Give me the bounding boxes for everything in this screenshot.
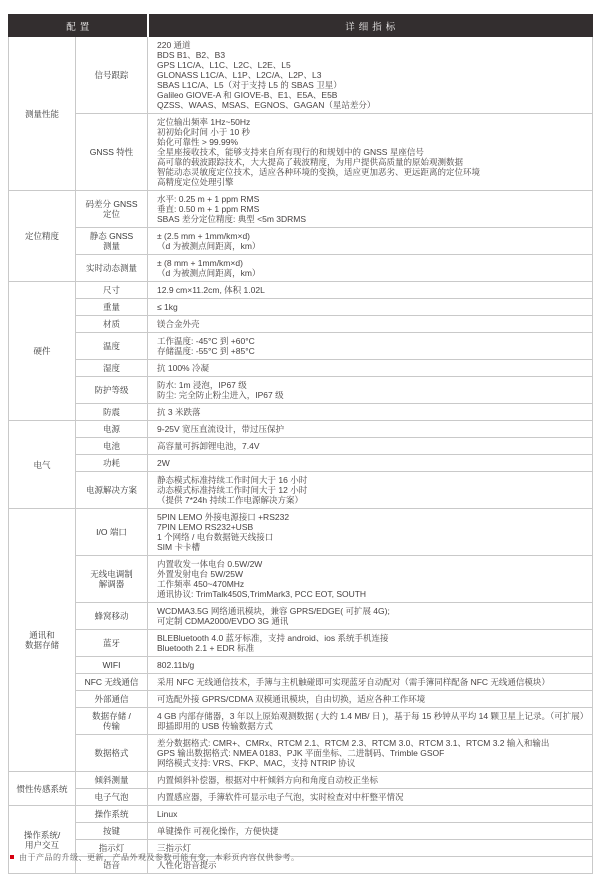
spec-detail-cell [148, 404, 593, 421]
spec-detail-cell [148, 228, 593, 255]
spec-row [9, 255, 593, 282]
spec-label-cell [76, 674, 148, 691]
spec-label-line: 静态 GNSS [89, 231, 134, 241]
spec-detail-line: 初初始化时间 小于 10 秒 [157, 127, 251, 137]
spec-detail-cell [148, 630, 593, 657]
spec-detail-cell [148, 674, 593, 691]
spec-detail-line: Galileo GIOVE-A 和 GIOVE-B、E1、E5A、E5B [157, 90, 338, 100]
spec-detail-line: 7PIN LEMO RS232+USB [157, 522, 254, 532]
spec-label-line: 温度 [103, 341, 121, 351]
spec-detail-line: ± (8 mm + 1mm/km×d) [157, 258, 243, 268]
spec-label-line: 电子气泡 [94, 792, 129, 802]
spec-detail-line: 高容量可拆卸锂电池，7.4V [157, 441, 260, 451]
spec-label-line: 操作系统 [94, 809, 129, 819]
spec-label-cell [76, 316, 148, 333]
spec-label-cell [76, 282, 148, 299]
spec-label-line: 按键 [103, 826, 121, 836]
spec-label-cell [76, 360, 148, 377]
spec-label-line: 解调器 [98, 579, 125, 589]
category-label-line: 用户交互 [24, 839, 59, 850]
spec-detail-line: 内置收发一体电台 0.5W/2W [157, 559, 263, 569]
spec-label-cell [76, 438, 148, 455]
spec-detail-line: SBAS 差分定位精度: 典型 <5m 3DRMS [157, 214, 307, 224]
spec-label-line: 信号跟踪 [94, 70, 129, 80]
spec-detail-line: 1 个网络 / 电台数据链天线接口 [157, 532, 274, 542]
spec-detail-line: SBAS L1C/A、L5（对于支持 L5 的 SBAS 卫星） [157, 80, 342, 90]
header-row [9, 15, 593, 37]
spec-label-cell [76, 228, 148, 255]
category-label-line: 操作系统/ [23, 829, 61, 840]
spec-row [9, 708, 593, 735]
spec-detail-line: 内置倾斜补偿器，根据对中杆倾斜方向和角度自动校正坐标 [157, 775, 379, 785]
spec-label-line: I/O 端口 [96, 527, 127, 537]
spec-row [9, 735, 593, 772]
spec-detail-cell [148, 472, 593, 509]
spec-detail-line: 12.9 cm×11.2cm, 体积 1.02L [157, 285, 265, 295]
spec-label-line: 传输 [103, 721, 121, 731]
spec-detail-cell [148, 191, 593, 228]
spec-detail-cell [148, 377, 593, 404]
spec-label-line: 电源 [103, 424, 121, 434]
spec-label-line: 无线电调制 [90, 569, 133, 579]
spec-detail-line: 5PIN LEMO 外接电源接口 +RS232 [157, 512, 290, 522]
spec-row [9, 674, 593, 691]
spec-row [9, 556, 593, 603]
spec-detail-line: GPS 输出数据格式: NMEA 0183、PJK 平面坐标、二进制码、Trimble GSOF [157, 748, 445, 758]
spec-row [9, 114, 593, 191]
spec-row [9, 789, 593, 806]
spec-table-header [9, 15, 593, 37]
spec-detail-line: 定位输出频率 1Hz~50Hz [157, 117, 251, 127]
spec-label-cell [76, 772, 148, 789]
spec-row [9, 806, 593, 823]
spec-label-cell [76, 333, 148, 360]
spec-label-line: 外部通信 [94, 694, 129, 704]
footnote-bullet-icon [10, 855, 14, 859]
spec-detail-line: 工作频率 450~470MHz [157, 579, 245, 589]
category-cell [9, 191, 76, 282]
spec-row [9, 472, 593, 509]
spec-row [9, 657, 593, 674]
spec-detail-line: 动态模式标准持续工作时间大于 12 小时 [157, 485, 308, 495]
spec-row [9, 509, 593, 556]
spec-detail-line: 三指示灯 [157, 843, 192, 853]
spec-detail-line: 4 GB 内部存储器，3 年以上原始观测数据 ( 大约 1.4 MB/ 日 )，基于每 15 秒钟从平均 14 颗卫星上记录。（可扩展） [157, 711, 589, 721]
spec-label-cell [76, 421, 148, 438]
spec-detail-cell [148, 823, 593, 840]
spec-detail-cell [148, 316, 593, 333]
spec-table-body [9, 37, 593, 874]
spec-label-line: 电源解决方案 [86, 485, 138, 495]
spec-detail-line: （提供 7*24h 持续工作电源解决方案） [157, 495, 303, 505]
spec-label-line: 倾斜测量 [94, 775, 129, 785]
spec-detail-line: 9-25V 宽压直流设计，带过压保护 [157, 424, 285, 434]
spec-row [9, 377, 593, 404]
spec-label-line: 测量 [103, 241, 121, 251]
spec-detail-line: 通讯协议: TrimTalk450S,TrimMark3, PCC EOT, SOUTH [157, 589, 367, 599]
spec-detail-line: 网络模式支持: VRS、FKP、MAC，支持 NTRIP 协议 [157, 758, 356, 768]
spec-detail-line: 802.11b/g [157, 660, 195, 670]
spec-label-cell [76, 299, 148, 316]
spec-detail-cell [148, 438, 593, 455]
spec-detail-cell [148, 360, 593, 377]
spec-label-line: 数据格式 [94, 748, 129, 758]
spec-detail-cell [148, 735, 593, 772]
spec-label-cell [76, 708, 148, 735]
spec-detail-cell [148, 708, 593, 735]
category-label-line: 数据存储 [24, 640, 59, 650]
spec-row [9, 333, 593, 360]
spec-row [9, 421, 593, 438]
spec-detail-line: 智能动态灵敏度定位技术，适应各种环境的变换，适应更加恶劣、更远距离的定位环境 [157, 167, 481, 177]
spec-label-cell [76, 472, 148, 509]
spec-detail-line: 工作温度: -45°C 到 +60°C [157, 336, 255, 346]
spec-row [9, 360, 593, 377]
spec-detail-cell [148, 806, 593, 823]
spec-label-cell [76, 556, 148, 603]
spec-label-line: 湿度 [103, 363, 121, 373]
spec-detail-line: （d 为被测点间距离，km） [157, 268, 261, 278]
category-label-line: 测量性能 [24, 108, 59, 119]
spec-label-line: 实时动态测量 [86, 263, 138, 273]
footnote [10, 852, 300, 863]
spec-detail-line: Linux [157, 809, 178, 819]
category-cell [9, 509, 76, 772]
category-label-line: 硬件 [33, 346, 51, 356]
spec-label-line: 数据存储 / [92, 711, 131, 721]
spec-label-line: 功耗 [103, 458, 121, 468]
spec-label-cell [76, 657, 148, 674]
spec-detail-cell [148, 603, 593, 630]
spec-label-line: 蜂窝移动 [94, 611, 129, 621]
spec-detail-line: 全星座接收技术，能够支持来自所有现行的和规划中的 GNSS 星座信号 [157, 147, 424, 157]
spec-detail-cell [148, 299, 593, 316]
spec-label-cell [76, 603, 148, 630]
spec-detail-line: 外置发射电台 5W/25W [157, 569, 243, 579]
spec-detail-line: （d 为被测点间距离，km） [157, 241, 261, 251]
spec-table [8, 14, 593, 874]
header-details-column: 详细指标 [148, 15, 593, 37]
header-config-column: 配置 [9, 15, 148, 37]
spec-label-cell [76, 630, 148, 657]
spec-detail-line: 单键操作 可视化操作，方便快捷 [157, 826, 279, 836]
spec-detail-line: GPS L1C/A、L1C、L2C、L2E、L5 [157, 60, 291, 70]
spec-detail-line: Bluetooth 2.1 + EDR 标准 [157, 643, 255, 653]
spec-detail-line: 防水: 1m 浸泡，IP67 级 [157, 380, 247, 390]
spec-row [9, 772, 593, 789]
spec-label-cell [76, 377, 148, 404]
spec-detail-line: 防尘: 完全防止粉尘进入，IP67 级 [157, 390, 284, 400]
spec-detail-line: WCDMA3.5G 网络通讯模块，兼容 GPRS/EDGE( 可扩展 4G); [157, 606, 390, 616]
spec-label-cell [76, 823, 148, 840]
spec-detail-line: 高可靠的载波跟踪技术，大大提高了载波精度，为用户提供高质量的原始观测数据 [157, 157, 464, 167]
spec-row [9, 191, 593, 228]
spec-detail-line: GLONASS L1C/A、L1P、L2C/A、L2P、L3 [157, 70, 322, 80]
spec-detail-line: 220 通道 [157, 40, 191, 50]
spec-row [9, 316, 593, 333]
spec-row [9, 299, 593, 316]
spec-label-cell [76, 789, 148, 806]
spec-detail-line: 始化可靠性 > 99.99% [157, 137, 239, 147]
spec-detail-cell [148, 282, 593, 299]
spec-label-line: 电池 [103, 441, 121, 451]
spec-label-line: 尺寸 [103, 285, 121, 295]
spec-label-line: 语音 [103, 860, 121, 870]
spec-label-cell [76, 255, 148, 282]
spec-label-cell [76, 455, 148, 472]
category-cell [9, 806, 76, 874]
spec-detail-line: 存储温度: -55°C 到 +85°C [157, 346, 255, 356]
spec-row [9, 37, 593, 114]
spec-label-line: 防护等级 [94, 385, 129, 395]
footnote-text: 由于产品的升级、更新，产品外观及参数可能有变，本彩页内容仅供参考。 [19, 853, 300, 862]
spec-detail-cell [148, 509, 593, 556]
spec-label-cell [76, 37, 148, 114]
spec-detail-cell [148, 37, 593, 114]
spec-detail-line: 即插即用的 USB 传输数据方式 [157, 721, 273, 731]
spec-label-line: 定位 [103, 209, 121, 219]
spec-detail-line: 可选配外接 GPRS/CDMA 双模通讯模块，自由切换，适应各种工作环境 [157, 694, 426, 704]
spec-label-line: 指示灯 [98, 843, 125, 853]
spec-detail-cell [148, 455, 593, 472]
spec-detail-line: 垂直: 0.50 m + 1 ppm RMS [157, 204, 260, 214]
spec-row [9, 404, 593, 421]
spec-row [9, 823, 593, 840]
category-label-line: 电气 [33, 459, 51, 470]
category-label-line: 惯性传感系统 [16, 783, 68, 794]
category-label-line: 通讯和 [29, 630, 55, 640]
spec-detail-line: 抗 3 米跌落 [157, 407, 201, 417]
spec-label-line: GNSS 特性 [89, 147, 134, 157]
spec-label-cell [76, 691, 148, 708]
spec-label-line: 蓝牙 [103, 638, 121, 648]
spec-detail-cell [148, 114, 593, 191]
spec-row [9, 455, 593, 472]
spec-label-cell [76, 404, 148, 421]
spec-detail-line: 采用 NFC 无线通信技术，手簿与主机触碰即可实现蓝牙自动配对（需手簿同样配备 NFC 无线通信模块） [157, 677, 550, 687]
spec-detail-cell [148, 333, 593, 360]
spec-label-line: NFC 无线通信 [84, 677, 139, 687]
spec-label-line: 防震 [103, 407, 121, 417]
spec-detail-line: 可定制 CDMA2000/EVDO 3G 通讯 [157, 616, 289, 626]
spec-label-cell [76, 114, 148, 191]
spec-label-cell [76, 191, 148, 228]
spec-detail-line: 静态模式标准持续工作时间大于 16 小时 [157, 475, 308, 485]
spec-label-cell [76, 509, 148, 556]
spec-label-line: 码差分 GNSS [85, 199, 138, 209]
category-label-line: 定位精度 [24, 231, 59, 241]
spec-detail-line: 2W [157, 458, 170, 468]
spec-row [9, 603, 593, 630]
spec-row [9, 630, 593, 657]
spec-detail-line: 镁合金外壳 [157, 319, 200, 329]
spec-detail-line: 差分数据格式: CMR+、CMRx、RTCM 2.1、RTCM 2.3、RTCM 3.0、RTCM 3.1、RTCM 3.2 输入和输出 [157, 738, 550, 748]
category-cell [9, 37, 76, 191]
spec-detail-line: QZSS、WAAS、MSAS、EGNOS、GAGAN（星站差分） [157, 100, 376, 110]
spec-detail-cell [148, 255, 593, 282]
spec-label-cell [76, 735, 148, 772]
spec-detail-line: 水平: 0.25 m + 1 ppm RMS [157, 194, 260, 204]
spec-label-line: WIFI [102, 660, 121, 670]
spec-detail-line: 人性化语音提示 [157, 860, 217, 870]
spec-detail-line: 抗 100% 冷凝 [157, 363, 209, 373]
spec-row [9, 282, 593, 299]
spec-detail-line: BLEBluetooth 4.0 蓝牙标准，支持 android、ios 系统手机连接 [157, 633, 389, 643]
spec-detail-line: BDS B1、B2、B3 [157, 50, 226, 60]
spec-detail-line: SIM 卡卡槽 [157, 542, 200, 552]
spec-detail-cell [148, 789, 593, 806]
spec-detail-line: 内置感应器，手簿软件可显示电子气泡，实时检查对中杆整平情况 [157, 792, 404, 802]
spec-detail-cell [148, 556, 593, 603]
spec-detail-line: ± (2.5 mm + 1mm/km×d) [157, 231, 251, 241]
category-cell [9, 282, 76, 421]
spec-label-line: 材质 [103, 319, 121, 329]
category-cell [9, 772, 76, 806]
spec-detail-cell [148, 657, 593, 674]
spec-detail-cell [148, 421, 593, 438]
spec-detail-cell [148, 772, 593, 789]
spec-row [9, 438, 593, 455]
spec-label-line: 重量 [103, 302, 121, 312]
spec-detail-cell [148, 691, 593, 708]
spec-detail-line: 高精度定位处理引擎 [157, 177, 234, 187]
spec-detail-line: ≤ 1kg [157, 302, 178, 312]
category-cell [9, 421, 76, 509]
spec-row [9, 228, 593, 255]
spec-label-cell [76, 806, 148, 823]
spec-row [9, 691, 593, 708]
